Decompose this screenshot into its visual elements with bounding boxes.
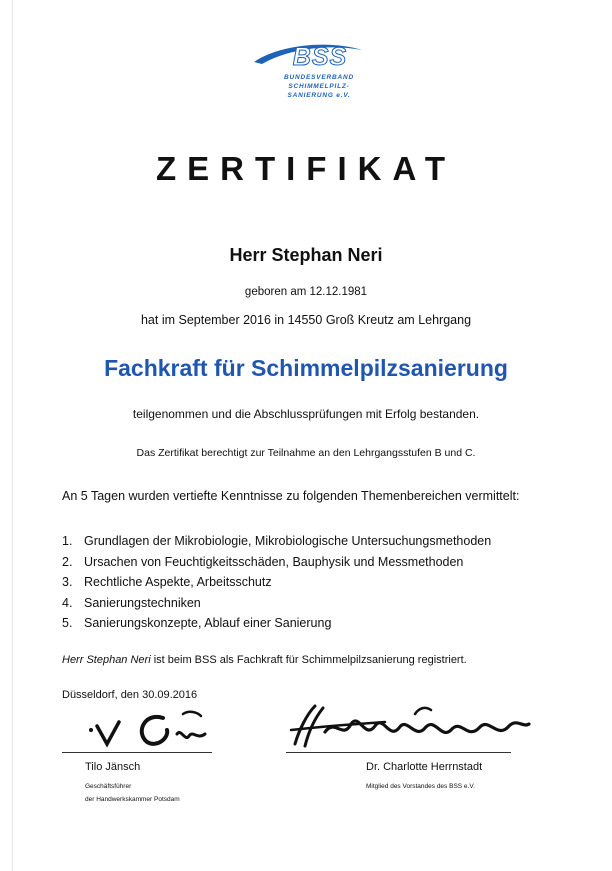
signer-left-role-1: Geschäftsführer	[85, 783, 132, 790]
bss-logo	[250, 40, 370, 112]
logo-line-3: SANIERUNG e.V.	[287, 92, 351, 99]
profession-title: Fachkraft für Schimmelpilzsanierung	[104, 355, 508, 381]
entitlement-statement: Das Zertifikat berechtigt zur Teilnahme an den Lehrgangsstufen B und C.	[136, 447, 476, 459]
list-item: 1. Grundlagen der Mikrobiologie, Mikrobiologische Untersuchungsmethoden	[62, 534, 492, 548]
list-item: 3. Rechtliche Aspekte, Arbeitsschutz	[62, 575, 272, 589]
passed-statement: teilgenommen und die Abschlussprüfungen mit Erfolg bestanden.	[132, 407, 480, 421]
course-info: hat im September 2016 in 14550 Groß Kreutz am Lehrgang	[140, 313, 472, 327]
signer-right-name: Dr. Charlotte Herrnstadt	[366, 761, 483, 773]
signature-right-icon	[285, 700, 535, 752]
signature-line-left	[62, 752, 212, 753]
logo-acronym: BSS	[292, 43, 348, 71]
certificate-title: ZERTIFIKAT	[155, 150, 457, 187]
signer-left-role-2: der Handwerkskammer Potsdam	[85, 796, 180, 803]
logo-line-1: BUNDESVERBAND	[284, 74, 354, 81]
logo-line-2: SCHIMMELPILZ-	[288, 83, 350, 90]
signature-left-icon	[85, 708, 215, 752]
page-edge	[12, 0, 13, 871]
list-item: 5. Sanierungskonzepte, Ablauf einer Sanierung	[62, 616, 332, 630]
list-item: 4. Sanierungstechniken	[62, 595, 201, 610]
signer-left-name: Tilo Jänsch	[85, 761, 141, 773]
birth-date: geboren am 12.12.1981	[244, 286, 368, 298]
list-item: 2. Ursachen von Feuchtigkeitsschäden, Bauphysik und Messmethoden	[62, 554, 464, 569]
recipient-name: Herr Stephan Neri	[229, 245, 383, 265]
topics-intro: An 5 Tagen wurden vertiefte Kenntnisse zu folgenden Themenbereichen vermittelt:	[62, 489, 520, 503]
place-date: Düsseldorf, den 30.09.2016	[62, 689, 198, 701]
signer-right-role-1: Mitglied des Vorstandes des BSS e.V.	[366, 783, 475, 790]
signature-line-right	[286, 752, 511, 753]
registration-statement: Herr Stephan Neri ist beim BSS als Fachkraft für Schimmelpilzsanierung registriert.	[62, 654, 467, 666]
registered-name: Herr Stephan Neri	[62, 654, 151, 666]
topics-list	[62, 531, 582, 634]
